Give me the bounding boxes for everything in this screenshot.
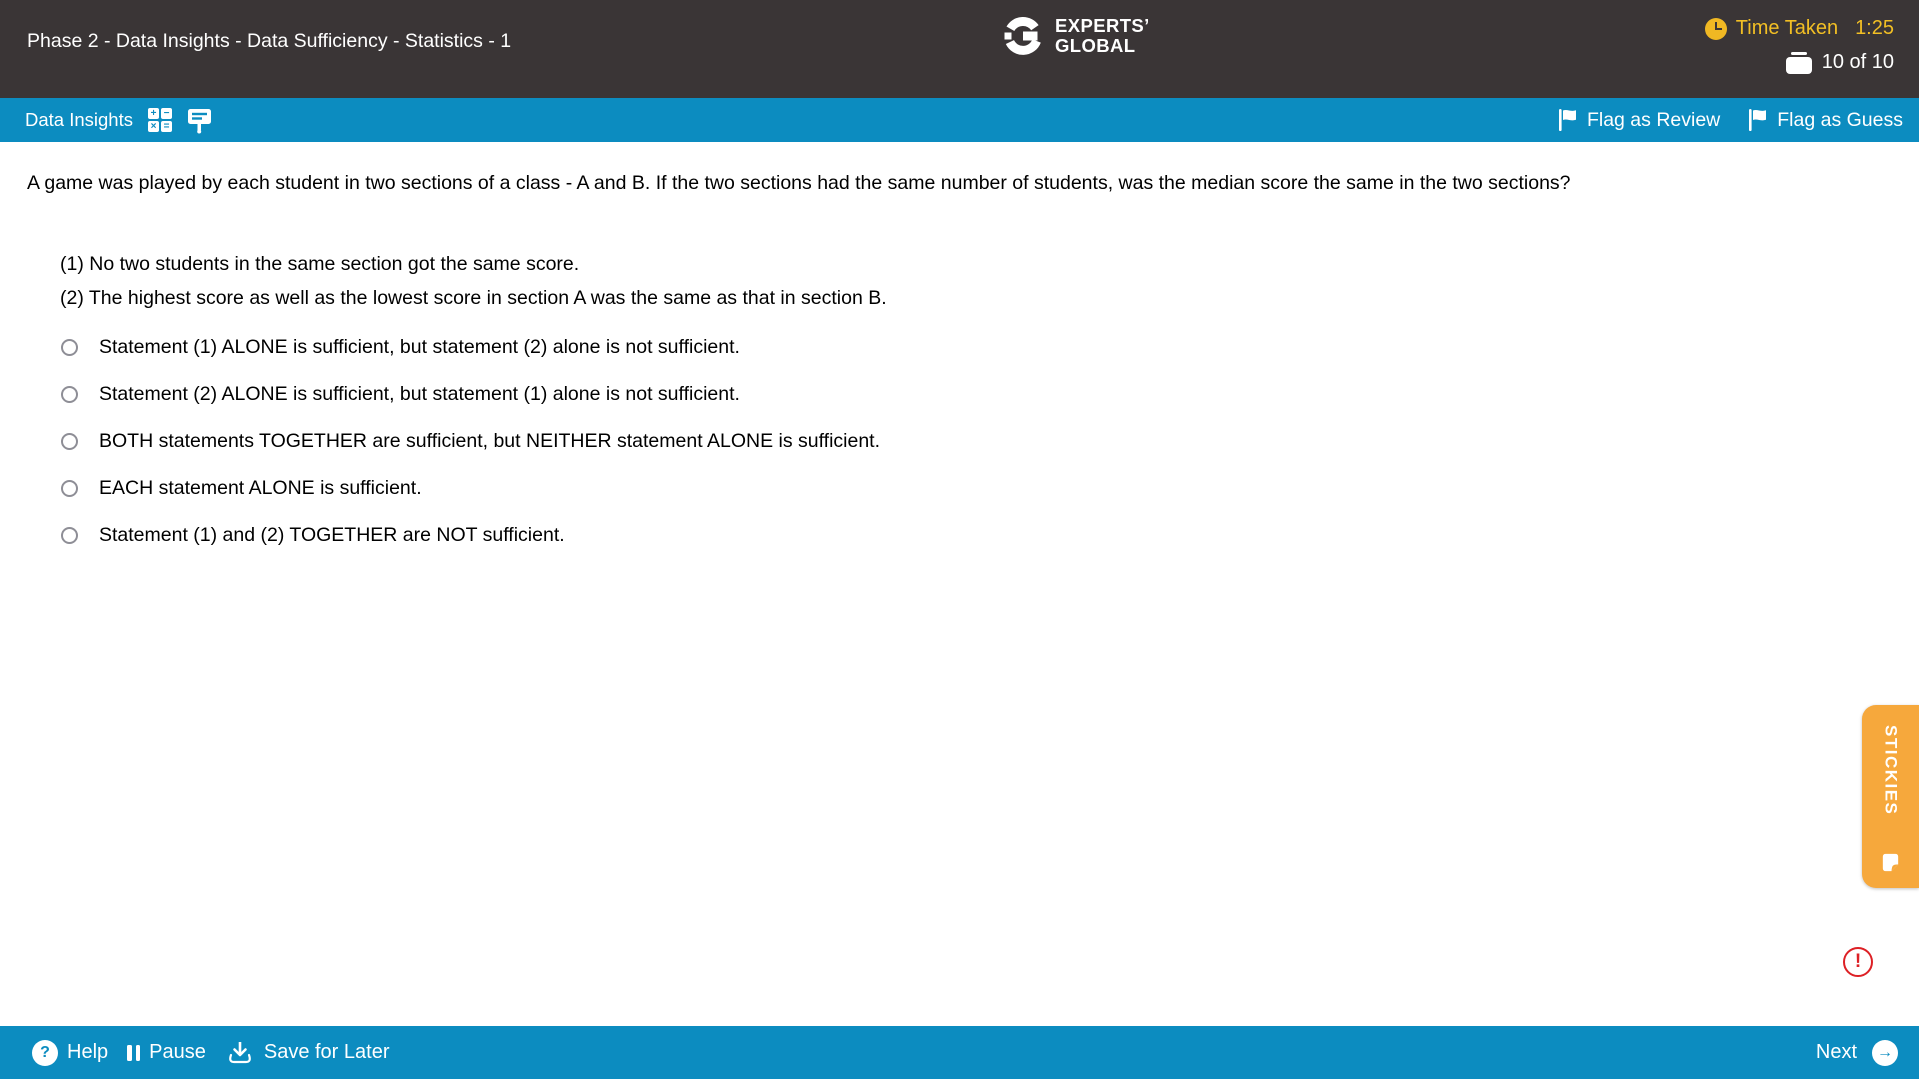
next-button[interactable]: Next → bbox=[1816, 1040, 1898, 1066]
flag-icon bbox=[1558, 108, 1578, 132]
statement-1: (1) No two students in the same section got the same score. bbox=[60, 253, 580, 275]
answer-option-2[interactable]: Statement (2) ALONE is sufficient, but statement (1) alone is not sufficient. bbox=[61, 371, 880, 418]
progress-count: 10 of 10 bbox=[1821, 51, 1894, 73]
download-icon bbox=[225, 1039, 255, 1066]
radio-option-4[interactable] bbox=[61, 480, 78, 497]
answer-options bbox=[61, 324, 880, 559]
time-taken bbox=[1705, 17, 1894, 40]
flag-as-review-button[interactable]: Flag as Review bbox=[1558, 108, 1720, 132]
clock-icon bbox=[1705, 18, 1727, 40]
save-for-later-button[interactable]: Save for Later bbox=[225, 1039, 390, 1066]
question-stem: A game was played by each student in two sections of a class - A and B. If the two sections had the same number of students, was the median score the same in the two sections? bbox=[27, 172, 1571, 194]
calculator-icon[interactable]: + − × = bbox=[148, 108, 172, 132]
whiteboard-icon[interactable] bbox=[187, 107, 212, 134]
answer-option-3[interactable]: BOTH statements TOGETHER are sufficient, but NEITHER statement ALONE is sufficient. bbox=[61, 418, 880, 465]
experts-global-logo bbox=[1000, 13, 1150, 59]
radio-option-2[interactable] bbox=[61, 386, 78, 403]
test-title: Phase 2 - Data Insights - Data Sufficiency - Statistics - 1 bbox=[27, 30, 512, 52]
experts-global-logo-mark bbox=[1000, 13, 1046, 59]
statement-2: (2) The highest score as well as the lowest score in section A was the same as that in section B. bbox=[60, 287, 887, 309]
time-taken-label: Time Taken bbox=[1735, 17, 1839, 39]
next-arrow-icon: → bbox=[1872, 1040, 1898, 1066]
sticky-note-icon bbox=[1879, 851, 1902, 874]
statements-block bbox=[60, 247, 887, 315]
pause-button[interactable]: Pause bbox=[127, 1041, 206, 1064]
stickies-tab[interactable] bbox=[1862, 705, 1919, 888]
logo-wordmark: EXPERTS’ GLOBAL bbox=[1055, 15, 1150, 56]
alert-icon[interactable]: ! bbox=[1843, 947, 1873, 977]
radio-option-1[interactable] bbox=[61, 339, 78, 356]
radio-option-5[interactable] bbox=[61, 527, 78, 544]
answer-option-5[interactable]: Statement (1) and (2) TOGETHER are NOT sufficient. bbox=[61, 512, 880, 559]
section-label: Data Insights bbox=[25, 109, 133, 130]
section-nav-bar bbox=[0, 98, 1919, 142]
help-button[interactable]: ? Help bbox=[32, 1040, 108, 1066]
flag-icon bbox=[1748, 108, 1768, 132]
answer-option-1[interactable]: Statement (1) ALONE is sufficient, but statement (2) alone is not sufficient. bbox=[61, 324, 880, 371]
top-header-bar bbox=[0, 0, 1919, 98]
pause-icon bbox=[127, 1045, 140, 1061]
flag-as-guess-button[interactable]: Flag as Guess bbox=[1748, 108, 1903, 132]
help-icon: ? bbox=[32, 1040, 58, 1066]
stickies-label: STICKIES bbox=[1881, 725, 1901, 816]
time-taken-value: 1:25 bbox=[1855, 17, 1894, 39]
radio-option-3[interactable] bbox=[61, 433, 78, 450]
question-stack-icon bbox=[1786, 52, 1812, 74]
footer-toolbar bbox=[0, 1026, 1919, 1079]
question-progress bbox=[1786, 51, 1894, 74]
answer-option-4[interactable]: EACH statement ALONE is sufficient. bbox=[61, 465, 880, 512]
